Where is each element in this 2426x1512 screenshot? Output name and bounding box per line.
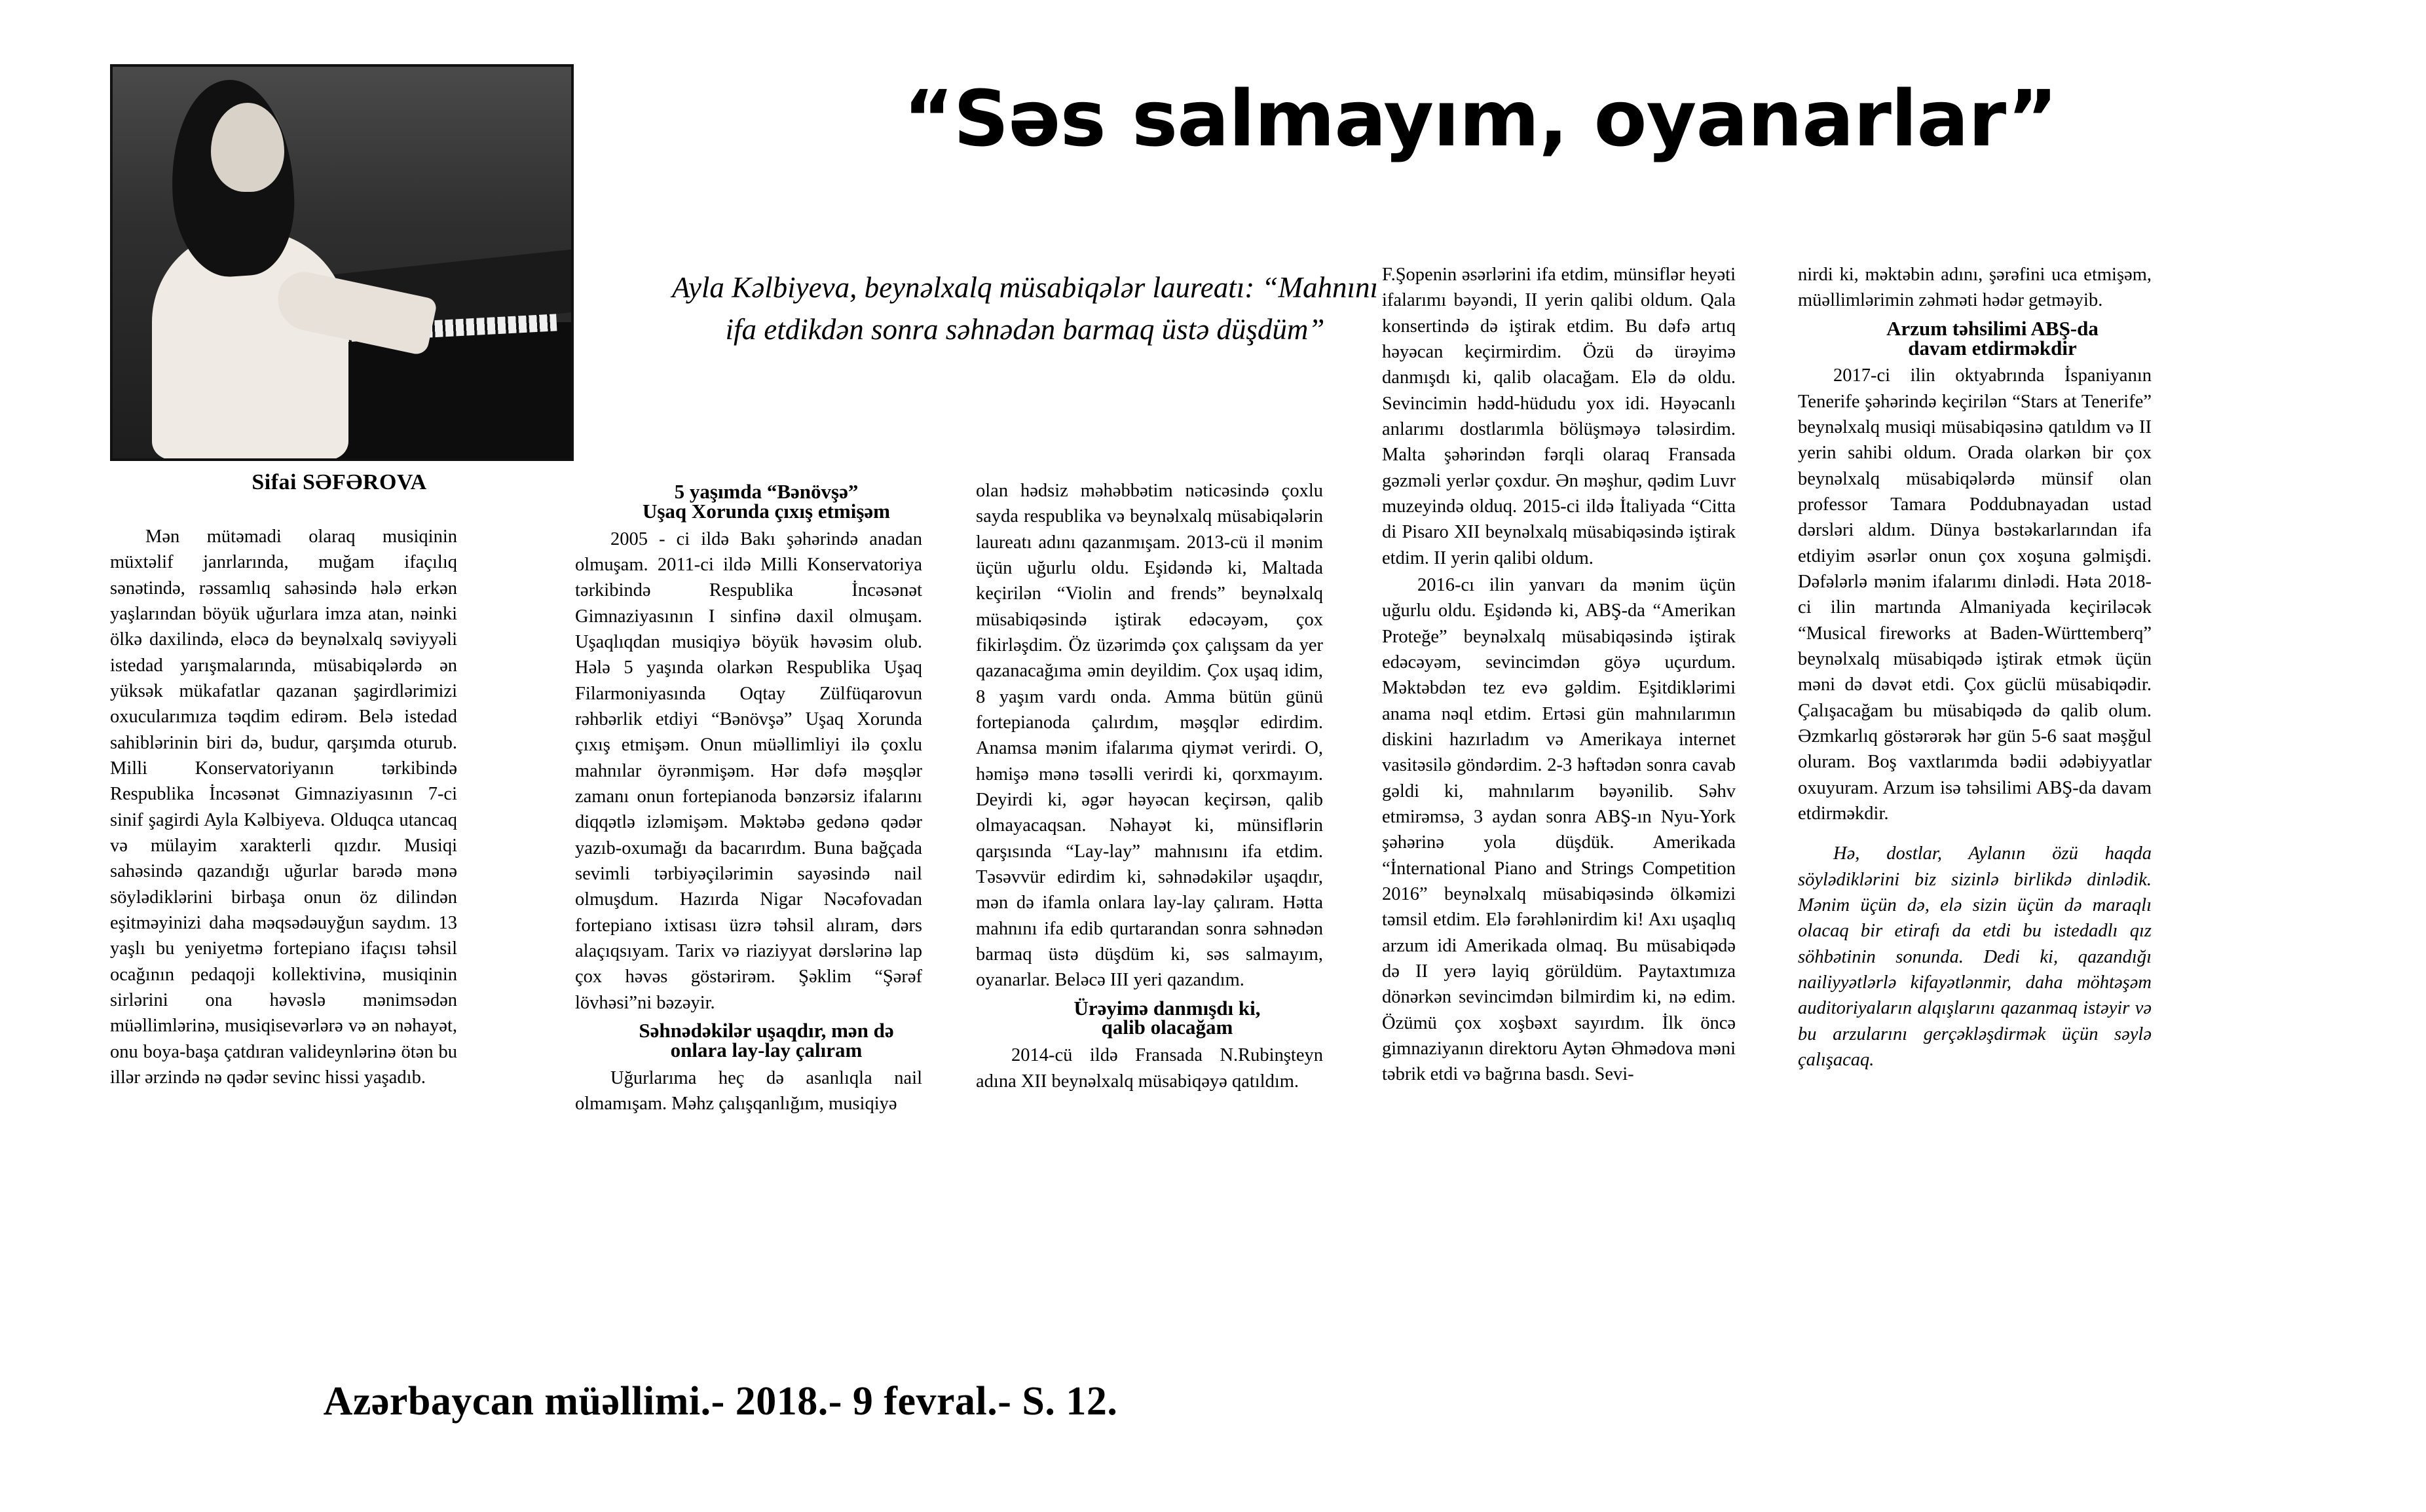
section-subhead-line: Uşaq Xorunda çıxış etmişəm <box>642 499 891 523</box>
section-subhead-line: Ürəyimə danmışdı ki, <box>1073 996 1261 1020</box>
paragraph: nirdi ki, məktəbin adını, şərəfini uca etmişəm, müəllimlərimin zəhməti hədər getməyib. <box>1798 265 2152 311</box>
section-subhead-line: davam etdirməkdir <box>1908 336 2077 360</box>
closing-note: Hə, dostlar, Aylanın özü haqda söylədiklərini biz sizinlə birlikdə dinlədik. Mənim üçün də, elə sizin üçün də maraqlı olacaq bir etirafı da etdi bu istedadlı qız söhbətinin sonunda. Dedi ki, qazandığı nailiyyətlərlə kifayətlənmir, daha möhtəşəm auditoriyaların alqışlarını qazanmaq istəyir və bu arzularını gerçəkləşdirmək üçün səylə çalışacaq. <box>1798 843 2152 1070</box>
column-3 <box>976 478 1323 1096</box>
paragraph: olan hədsiz məhəbbətim nəticəsində çoxlu sayda respublika və beynəlxalq müsabiqələrin laureatı adını qazanmışam. 2013-cü il mənim üçün uğurlu oldu. Eşidəndə ki, Maltada keçirilən “Violin and frends” beynəlxalq müsabiqəsində iştirak edəcəyəm, çox fikirləşdim. Öz üzərimdə çox çalışsam da yer qazanacağıma əmin deyildim. Çox uşaq idim, 8 yaşım vardı onda. Amma bütün günü fortepianoda çalırdım, məşqlər edirdim. Anamsa mənim ifalarıma qiymət verirdi. O, həmişə mənə təsəlli verirdi ki, qorxmayım. Deyirdi ki, əgər həyəcan keçirsən, qalib olmayacaqsan. Nəhayət ki, münsiflərin qarşısında “Lay-lay” mahnısını ifa etdim. Təsəvvür edirdim ki, səhnədəkilər uşaqdır, mən də ifamla onlara lay-lay çalıram. Hətta mahnını ifa edib qurtarandan sonra səhnədən barmaq üstə düşdüm ki, səs salmayım, oyanarlar. Beləcə III yeri qazandım. <box>976 481 1323 991</box>
paragraph: 2016-cı ilin yanvarı da mənim üçün uğurlu oldu. Eşidəndə ki, ABŞ-da “Amerikan Proteğe” beynəlxalq müsabiqəsində iştirak edəcəyəm, sevincimdən göyə uçurdum. Məktəbdən tez evə gəldim. Eşitdiklərimi anama nəql etdim. Ertəsi gün mahnılarımın diskini hazırladım və Amerikaya internet vasitəsilə göndərdim. 2-3 həftədən sonra cavab gəldi ki, mahnılarım bəyənilib. Səhv etmirəmsə, 3 aydan sonra ABŞ-ın Nyu-York şəhərinə yola düşdük. Amerikada “İnternational Piano and Strings Competition 2016” beynəlxalq müsabiqəsində ölkəmizi təmsil etdim. Elə fərəhlənirdim ki! Axı uşaqlıq arzum idi Amerikada olmaq. Bu müsabiqədə də II yerə layiq görüldüm. Paytaxtımıza dönərkən sevincimdən bilmirdim ki, nə edim. Özümü çox xoşbəxt sayırdım. İlk öncə gimnaziyanın direktoru Aytən Əhmədova məni təbrik etdi və bağrına basdı. Sevi- <box>1382 574 1736 1085</box>
section-subhead-line: 5 yaşımda “Bənövşə” <box>674 480 859 503</box>
section-subhead-line: Arzum təhsilimi ABŞ-da <box>1886 316 2099 340</box>
paragraph: 2017-ci ilin oktyabrında İspaniyanın Tenerife şəhərində keçirilən “Stars at Tenerife” beynəlxalq musiqi müsabiqəsinə qatıldım və II yerin sahibi oldum. Orada olarkən bir çox beynəlxalq müsabiqələrdə münsif olan professor Tamara Poddubnayadan ustad dərsləri aldım. Dünya bəstəkarlarından ifa etdiyim əsərlər onun çox xoşuna gəlmişdi. Dəfələrlə mənim ifalarımı dinlədi. Həta 2018-ci ilin martında Almaniyada keçiriləcək “Musical fireworks at Baden-Württemberq” beynəlxalq müsabiqədə iştirak etmək üçün məni də dəvət etdi. Çox güclü müsabiqədir. Çalışacağam bu müsabiqədə də qalib olum. Əzmkarlıq göstərərək hər gün 5-6 saat məşğul oluram. Boş vaxtlarımda bədii ədəbiyyatlar oxuyuram. Arzum isə təhsilimi ABŞ-da davam etdirməkdir. <box>1798 365 2152 824</box>
column-4 <box>1382 262 1736 1089</box>
photo-byline: Sifai SƏFƏROVA <box>252 470 427 494</box>
paragraph: Mən mütəmadi olaraq musiqinin müxtəlif janrlarında, muğam ifaçılıq sənətində, rəssamlıq sahəsində hələ erkən yaşlarından böyük uğurlara imza atan, nəinki ölkə daxilində, eləcə də beynəlxalq səviyyəli istedad yarışmalarında, müsabiqələrdə ən yüksək mükafatlar qazanan şagirdlərimizi oxucularımıza təqdim edirəm. Belə istedad sahiblərinin biri də, budur, qarşımda oturub. Milli Konservatoriyanın tərkibində Respublika İncəsənət Gimnaziyasının 7-ci sinif şagirdi Ayla Kəlbiyeva. Olduqca utancaq və mülayim xarakterli qızdır. Musiqi sahəsində qazandığı uğurlar barədə mənə söylədiklərini birbaşa onun öz dilindən eşitməyinizi daha məqsədəuyğun saydım. 13 yaşlı bu yeniyetmə fortepiano ifaçısı təhsil ocağının pedaqoji kollektivinə, musiqinin sirlərini ona həvəslə mənimsədən müəllimlərinə, musiqisevərlərə və ən nəhayət, onu boya-başa çatdıran valideynlərinə ötən bu illər ərzində nə qədər sevinc hissi yaşadıb. <box>110 526 457 1088</box>
paragraph: 2014-cü ildə Fransada N.Rubinşteyn adına XII beynəlxalq müsabiqəyə qatıldım. <box>976 1045 1323 1092</box>
section-subhead-line: qalib olacağam <box>1101 1016 1233 1039</box>
section-subhead-line: onlara lay-lay çalıram <box>670 1038 863 1061</box>
section-subhead-line: Səhnədəkilər uşaqdır, mən də <box>639 1018 894 1042</box>
headline: “Səs salmayım, oyanarlar” <box>903 73 2057 164</box>
column-2 <box>575 478 922 1118</box>
paragraph: F.Şopenin əsərlərini ifa etdim, münsiflər heyəti ifalarımı bəyəndi, II yerin qalibi oldum. Qala konsertində də iştirak etdim. Bu dəfə artıq həyəcan keçirmirdim. Özü də ürəyimə danmışdı ki, qalib olacağam. Elə də oldu. Sevincimin hədd-hüdudu yox idi. Həyəcanlı anlarımı dostlarımla bölüşməyə tələsirdim. Malta şəhərindən fərqli olaraq Fransada gəzməli yerlər çoxdur. Ən məşhur, qədim Luvr muzeyində olduq. 2015-ci ildə İtaliyada “Citta di Pisaro XII beynəlxalq müsabiqəsində iştirak etdim. II yerin qalibi oldum. <box>1382 265 1736 568</box>
person-face-shape <box>211 103 284 192</box>
column-1 <box>110 524 457 1092</box>
source-citation: Azərbaycan müəllimi.- 2018.- 9 fevral.- S. 12. <box>323 1379 1118 1424</box>
article-deck: Ayla Kəlbiyeva, beynəlxalq müsabiqələr laureatı: “Mahnını ifa etdikdən sonra səhnədən barmaq üstə düşdüm” <box>671 271 1379 346</box>
paragraph: 2005 - ci ildə Bakı şəhərində anadan olmuşam. 2011-ci ildə Milli Konservatoriya tərkibində Respublika İncəsənət Gimnaziyasının I sinfinə daxil olmuşam. Uşaqlıqdan musiqiyə böyük həvəsim olub. Hələ 5 yaşında olarkən Respublika Uşaq Filarmoniyasında Oqtay Zülfüqarovun rəhbərlik etdiyi “Bənövşə” Uşaq Xorunda çıxış etmişəm. Onun müəllimliyi ilə çoxlu mahnılar öyrənmişəm. Hər dəfə məşqlər zamanı onun fortepianoda bənzərsiz ifalarını diqqətlə izləmişəm. Məktəbə gedənə qədər yazıb-oxumağı da bacarırdım. Buna bağçada sevimli tərbiyəçilərimin sayəsində nail olmuşdum. Hazırda Nigar Nəcəfovadan fortepiano ixtisası üzrə təhsil alıram, dərs alaçıqsıyam. Tarix və riaziyyat dərslərinə lap çox həvəs göstərirəm. Şəklim “Şərəf lövhəsi”ni bəzəyir. <box>575 528 922 1013</box>
paragraph: Uğurlarıma heç də asanlıqla nail olmamışam. Məhz çalışqanlığım, musiqiyə <box>575 1067 922 1114</box>
column-5 <box>1798 262 2152 1074</box>
article-photo <box>110 64 574 461</box>
photo-image <box>113 67 571 458</box>
